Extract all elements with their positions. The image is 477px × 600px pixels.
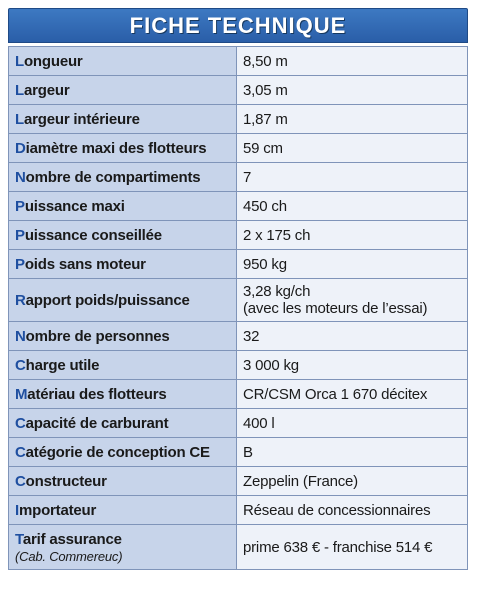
row-value: Zeppelin (France) xyxy=(237,467,468,496)
row-label xyxy=(9,47,237,76)
label-initial: R xyxy=(15,291,26,309)
label-rest: argeur xyxy=(23,81,70,99)
row-label xyxy=(9,192,237,221)
label-initial: P xyxy=(15,197,25,215)
row-label xyxy=(9,467,237,496)
label-rest: ongueur xyxy=(23,52,83,70)
row-label xyxy=(9,525,237,570)
row-value: 1,87 m xyxy=(237,105,468,134)
row-value: B xyxy=(237,438,468,467)
row-value: 32 xyxy=(237,322,468,351)
table-row xyxy=(9,47,468,76)
label-initial: N xyxy=(15,327,26,345)
row-value: 3 000 kg xyxy=(237,351,468,380)
label-note: (Cab. Commereuc) xyxy=(15,548,123,564)
row-value: 2 x 175 ch xyxy=(237,221,468,250)
table-row xyxy=(9,250,468,279)
label-rest: iamètre maxi des flotteurs xyxy=(25,139,207,157)
label-rest: harge utile xyxy=(25,356,100,374)
table-row xyxy=(9,496,468,525)
label-initial: N xyxy=(15,168,26,186)
row-value: 3,05 m xyxy=(237,76,468,105)
sheet-title: FICHE TECHNIQUE xyxy=(8,8,468,43)
row-label xyxy=(9,221,237,250)
table-row xyxy=(9,192,468,221)
table-row xyxy=(9,105,468,134)
table-row xyxy=(9,525,468,570)
label-initial: C xyxy=(15,472,26,490)
label-rest: apport poids/puissance xyxy=(25,291,190,309)
row-value: 59 cm xyxy=(237,134,468,163)
row-label xyxy=(9,322,237,351)
table-row xyxy=(9,409,468,438)
row-label xyxy=(9,105,237,134)
label-initial: P xyxy=(15,255,25,273)
table-row xyxy=(9,221,468,250)
row-value: 8,50 m xyxy=(237,47,468,76)
table-row xyxy=(9,163,468,192)
label-initial: P xyxy=(15,226,25,244)
row-label xyxy=(9,496,237,525)
label-rest: ombre de compartiments xyxy=(25,168,201,186)
label-initial: L xyxy=(15,110,24,128)
label-initial: C xyxy=(15,356,26,374)
value-line-1: 3,28 kg/ch xyxy=(243,283,311,300)
label-rest: mportateur xyxy=(18,501,97,519)
row-label xyxy=(9,250,237,279)
label-initial: C xyxy=(15,443,26,461)
table-row xyxy=(9,351,468,380)
table-row xyxy=(9,380,468,409)
table-row xyxy=(9,467,468,496)
label-initial: L xyxy=(15,52,24,70)
row-value: 450 ch xyxy=(237,192,468,221)
label-rest: oids sans moteur xyxy=(24,255,146,273)
label-rest: atériau des flotteurs xyxy=(27,385,167,403)
table-row xyxy=(9,134,468,163)
row-label xyxy=(9,134,237,163)
label-initial: T xyxy=(15,530,23,548)
row-value: prime 638 € - franchise 514 € xyxy=(237,525,468,570)
spec-sheet xyxy=(8,8,468,570)
label-initial: C xyxy=(15,414,26,432)
label-rest: ombre de personnes xyxy=(25,327,170,345)
row-label xyxy=(9,351,237,380)
label-initial: D xyxy=(15,139,26,157)
row-label xyxy=(9,438,237,467)
label-rest: uissance conseillée xyxy=(24,226,162,244)
row-label xyxy=(9,163,237,192)
spec-table xyxy=(8,46,468,570)
label-rest: uissance maxi xyxy=(24,197,125,215)
label-initial: L xyxy=(15,81,24,99)
label-rest: apacité de carburant xyxy=(25,414,169,432)
table-row xyxy=(9,438,468,467)
row-value: 7 xyxy=(237,163,468,192)
table-row xyxy=(9,322,468,351)
table-row xyxy=(9,279,468,322)
row-label xyxy=(9,409,237,438)
label-rest: arif assurance xyxy=(22,530,122,548)
label-initial: I xyxy=(15,501,19,519)
row-label xyxy=(9,380,237,409)
label-initial: M xyxy=(15,385,28,403)
row-label xyxy=(9,279,237,322)
row-value: 400 l xyxy=(237,409,468,438)
row-value: 950 kg xyxy=(237,250,468,279)
label-rest: argeur intérieure xyxy=(23,110,140,128)
row-value: Réseau de concessionnaires xyxy=(237,496,468,525)
row-label xyxy=(9,76,237,105)
label-rest: atégorie de conception CE xyxy=(25,443,210,461)
value-line-2: (avec les moteurs de l’essai) xyxy=(243,300,428,317)
row-value: CR/CSM Orca 1 670 décitex xyxy=(237,380,468,409)
row-value xyxy=(237,279,468,322)
label-rest: onstructeur xyxy=(25,472,107,490)
table-row xyxy=(9,76,468,105)
